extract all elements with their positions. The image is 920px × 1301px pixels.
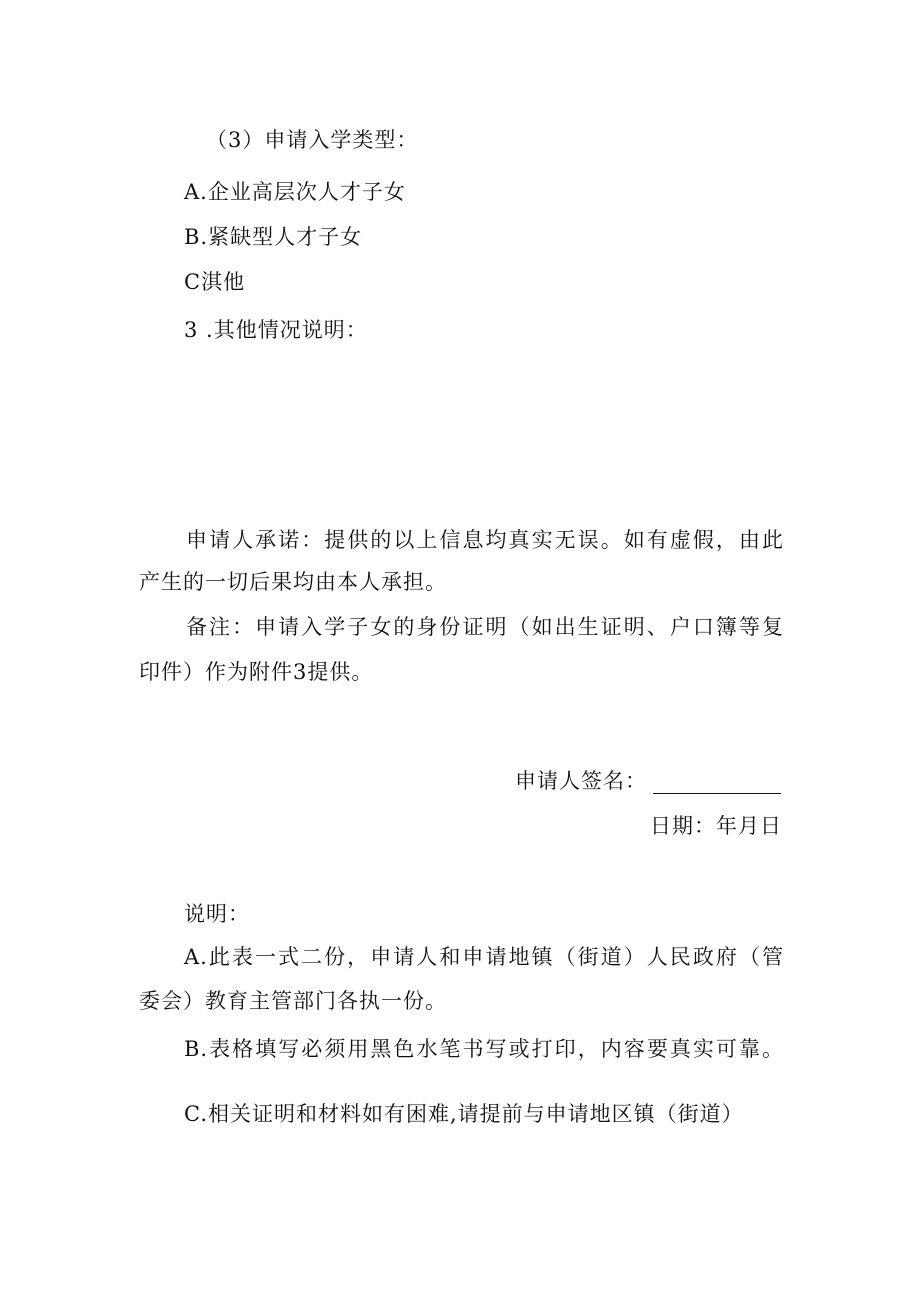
note-a-line-2: 委会）教育主管部门各执一份。 [139, 989, 447, 1013]
admission-option-b: B.紧缺型人才子女 [184, 225, 363, 249]
remark-line-2: 印件）作为附件3提供。 [139, 660, 374, 684]
note-c-line: C.相关证明和材料如有困难,请提前与申请地区镇（街道） [184, 1102, 744, 1126]
admission-type-heading: （3）申请入学类型： [206, 128, 419, 152]
date-label: 日期：年月日 [650, 814, 782, 838]
signature-blank-line [653, 771, 781, 794]
remark-line-1: 备注：申请入学子女的身份证明（如出生证明、户口簿等复 [186, 615, 784, 639]
other-info-heading: 3 .其他情况说明： [184, 318, 368, 342]
notes-heading: 说明： [184, 902, 250, 926]
admission-option-c: C淇他 [184, 270, 246, 294]
admission-option-a: A.企业高层次人才子女 [184, 180, 406, 204]
commitment-line-2: 产生的一切后果均由本人承担。 [139, 570, 447, 594]
signature-row [515, 768, 781, 794]
note-a-line-1: A.此表一式二份，申请人和申请地镇（街道）人民政府（管 [184, 945, 784, 969]
note-b-line: B.表格填写必须用黑色水笔书写或打印，内容要真实可靠。 [184, 1037, 784, 1061]
commitment-line-1: 申请人承诺：提供的以上信息均真实无误。如有虚假，由此 [186, 528, 784, 552]
signature-label: 申请人签名： [515, 769, 647, 793]
